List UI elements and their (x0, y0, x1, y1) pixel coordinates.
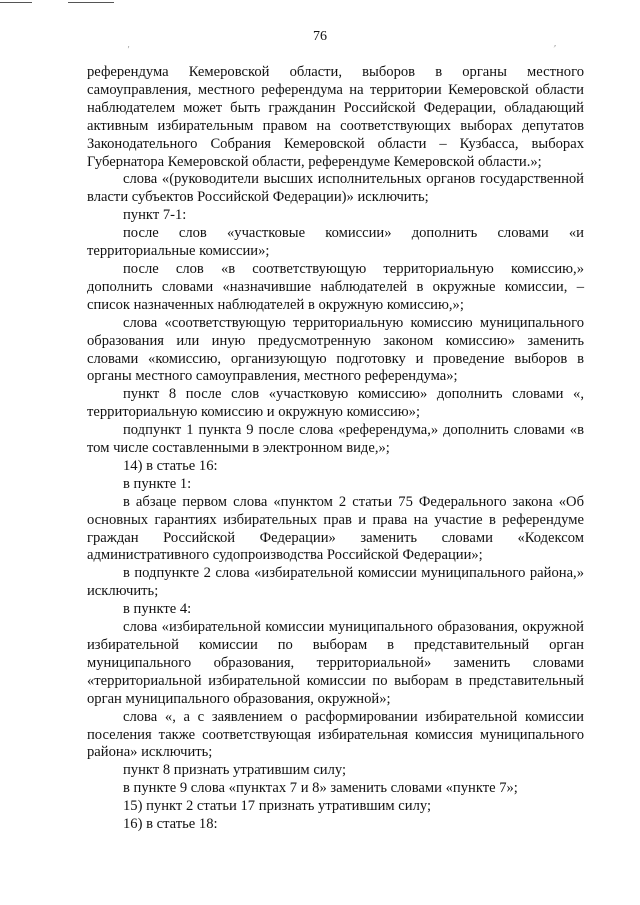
paragraph: после слов «в соответствующую территориальную комиссию,» дополнить словами «назначившие наблюдателей в окружные комиссии, – список назначенных наблюдателей в окружную комиссию,»; (87, 260, 584, 313)
paragraph: в пункте 9 слова «пунктах 7 и 8» заменить словами «пункте 7»; (123, 780, 518, 797)
scan-edge-mark (68, 2, 114, 3)
paragraph: слова «избирательной комиссии муниципального образования, окружной избирательной комиссии по выборам в представительный орган муниципального образования, территориальной» заменить словами «территориальной избирательной комиссии по выборам в представительный орган муниципального образования, окружной»; (87, 619, 584, 707)
paragraph: слова «(руководители высших исполнительных органов государственной власти субъектов Российской Федерации)» исключить; (87, 171, 584, 206)
paragraph: в абзаце первом слова «пунктом 2 статьи 75 Федерального закона «Об основных гарантиях избирательных прав и права на участие в референдуме граждан Российской Федерации» заменить словами «Кодексом административного судопроизводства Российской Федерации»; (87, 493, 584, 564)
scan-edge-mark (0, 2, 32, 3)
paragraph: 16) в статье 18: (123, 816, 218, 833)
paragraph: после слов «участковые комиссии» дополнить словами «и территориальные комиссии»; (87, 225, 584, 260)
paragraph: пункт 8 признать утратившим силу; (123, 762, 347, 779)
paragraph: пункт 7-1: (123, 207, 187, 224)
document-body (87, 64, 584, 834)
paragraph: слова «, а с заявлением о расформировании избирательной комиссии поселения также соответствующая избирательная комиссия муниципального района» исключить; (87, 708, 584, 761)
paragraph: 14) в статье 16: (123, 457, 218, 474)
paragraph: в пункте 1: (123, 475, 192, 492)
paragraph: в подпункте 2 слова «избирательной комиссии муниципального района,» исключить; (87, 565, 584, 600)
scan-tick-mark: , (553, 38, 560, 48)
scan-tick-mark: ' (125, 44, 131, 54)
paragraph: в пункте 4: (123, 601, 192, 618)
page-number: 76 (313, 29, 327, 44)
paragraph: слова «соответствующую территориальную комиссию муниципального образования или иную предусмотренную законом комиссию» заменить словами «комиссию, организующую подготовку и проведение выборов в органы местного самоуправления, местного референдума»; (87, 314, 584, 385)
paragraph: референдума Кемеровской области, выборов в органы местного самоуправления, местного референдума на территории Кемеровской области наблюдателем может быть гражданин Российской Федерации, обладающий активным избирательным правом на соответствующих выборах депутатов Законодательного Собрания Кемеровской области – Кузбасса, выборах Губернатора Кемеровской области, референдуме Кемеровской области.»; (87, 64, 584, 170)
paragraph: 15) пункт 2 статьи 17 признать утратившим силу; (123, 798, 432, 815)
paragraph: подпункт 1 пункта 9 после слова «референдума,» дополнить словами «в том числе составленными в электронном виде,»; (87, 422, 584, 457)
paragraph: пункт 8 после слов «участковую комиссию» дополнить словами «, территориальную комиссию и окружную комиссию»; (87, 386, 584, 421)
